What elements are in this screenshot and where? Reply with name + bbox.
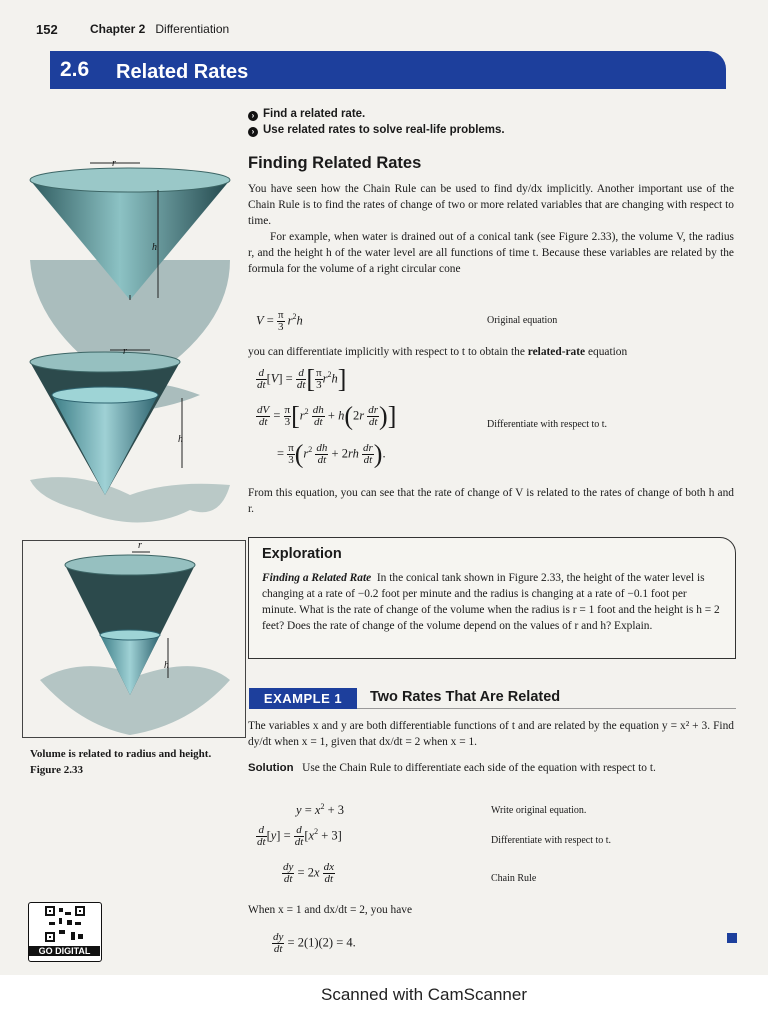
example-text: The variables x and y are both differentiable functions of t and are related by the equation y = x² + 3. Find dy/dt when x = 1, given that dx/dt = 2 when x = 1. xyxy=(248,720,734,748)
objective-item: › Use related rates to solve real-life problems. xyxy=(248,124,505,137)
example-when-text: When x = 1 and dx/dt = 2, you have xyxy=(248,904,413,916)
height-label: h xyxy=(152,242,157,253)
end-of-example-square xyxy=(727,933,737,943)
radius-label: r xyxy=(112,158,116,169)
svg-text:r: r xyxy=(123,346,127,357)
example-equation-2: $\frac{d}{dt}$ [y] = $\frac{d}{dt}$ $[x^2 + 3]$ xyxy=(257,824,342,848)
example-note: Write original equation. xyxy=(491,805,587,816)
cone-2 xyxy=(30,346,230,523)
example-equation-3: $\frac{dy}{dt}$ = 2x $\frac{dx}{dt}$ xyxy=(283,861,335,885)
figure-caption: Volume is related to radius and height. xyxy=(30,748,212,760)
equation-derivative-2: $\frac{dV}{dt}$ = $\frac{\pi}{3}$ [$r^2$ $\frac{dh}{dt}$ + h(2r $\frac{dr}{dt}$ )] xyxy=(257,401,397,431)
example-equation-1: $y = x^2 + 3$ xyxy=(296,802,344,818)
equation-volume: V = $\frac{\pi}{3}$ $r^2h$ xyxy=(256,309,303,333)
paragraph-1: You have seen how the Chain Rule can be used to find dy/dx implicitly. Another important use of the Chain Rule is to find the rates of change of two or more related variables that are changing with respect to time. xyxy=(248,183,734,227)
exploration-text: Finding a Related Rate In the conical tank shown in Figure 2.33, the height of the water level is changing at a rate of −0.2 foot per minute and the radius is changing at a rate of −0.1 foot per minute. What is the rate of change of the volume when the radius is r = 1 foot and the height is h = 2 feet? Does the rate of change of the volume depend on the values of r and h? Explain. xyxy=(262,572,720,632)
section-number: 2.6 xyxy=(60,58,90,81)
exploration-title: Exploration xyxy=(262,546,342,562)
svg-text:h: h xyxy=(164,660,169,671)
example-note: Differentiate with respect to t. xyxy=(491,835,612,846)
svg-text:r: r xyxy=(138,540,142,551)
page-number: 152 xyxy=(36,22,58,37)
svg-text:h: h xyxy=(178,434,183,445)
example-solution: Solution Use the Chain Rule to differentiate each side of the equation with respect to t. xyxy=(248,762,656,774)
scanner-watermark: Scanned with CamScanner xyxy=(320,985,527,1004)
example-badge: EXAMPLE 1 xyxy=(249,688,357,709)
qr-code-icon xyxy=(45,906,85,942)
section-title: Related Rates xyxy=(116,61,249,83)
example-title: Two Rates That Are Related xyxy=(370,689,561,705)
chapter-title: Differentiation xyxy=(155,22,230,36)
equation-derivative-1: $\frac{d}{dt}$ [V] = $\frac{d}{dt}$ [ $\frac{\pi}{3}$ $r^2h$] xyxy=(257,364,347,394)
arrow-bullet-icon: › xyxy=(248,127,258,137)
equation-note: Original equation xyxy=(487,315,558,326)
objective-item: › Find a related rate. xyxy=(248,108,365,121)
example-result: $\frac{dy}{dt}$ = 2(1)(2) = 4. xyxy=(273,931,356,955)
subsection-heading: Finding Related Rates xyxy=(248,154,422,172)
paragraph-3: you can differentiate implicitly with respect to t to obtain the related-rate equation xyxy=(248,346,628,358)
figure-label: Figure 2.33 xyxy=(30,764,83,776)
paragraph-4: From this equation, you can see that the rate of change of V is related to the rates of change of both h and r. xyxy=(248,487,734,515)
example-note: Chain Rule xyxy=(491,873,537,884)
running-header xyxy=(90,22,229,36)
equation-note: Differentiate with respect to t. xyxy=(487,419,608,430)
figure-frame xyxy=(22,540,246,738)
equation-derivative-3: = $\frac{\pi}{3}$ ($r^2$ $\frac{dh}{dt}$ + 2rh $\frac{dr}{dt}$ ). xyxy=(277,439,386,469)
go-digital-label: GO DIGITAL xyxy=(29,946,100,956)
chapter-label: Chapter 2 xyxy=(90,22,146,36)
divider xyxy=(357,708,736,709)
paragraph-2: For example, when water is drained out of a conical tank (see Figure 2.33), the volume V, the radius r, and the height h of the water level are all functions of time t. Because these variables are related by the formula for the volume of a right circular cone xyxy=(248,231,734,275)
arrow-bullet-icon: › xyxy=(248,111,258,121)
